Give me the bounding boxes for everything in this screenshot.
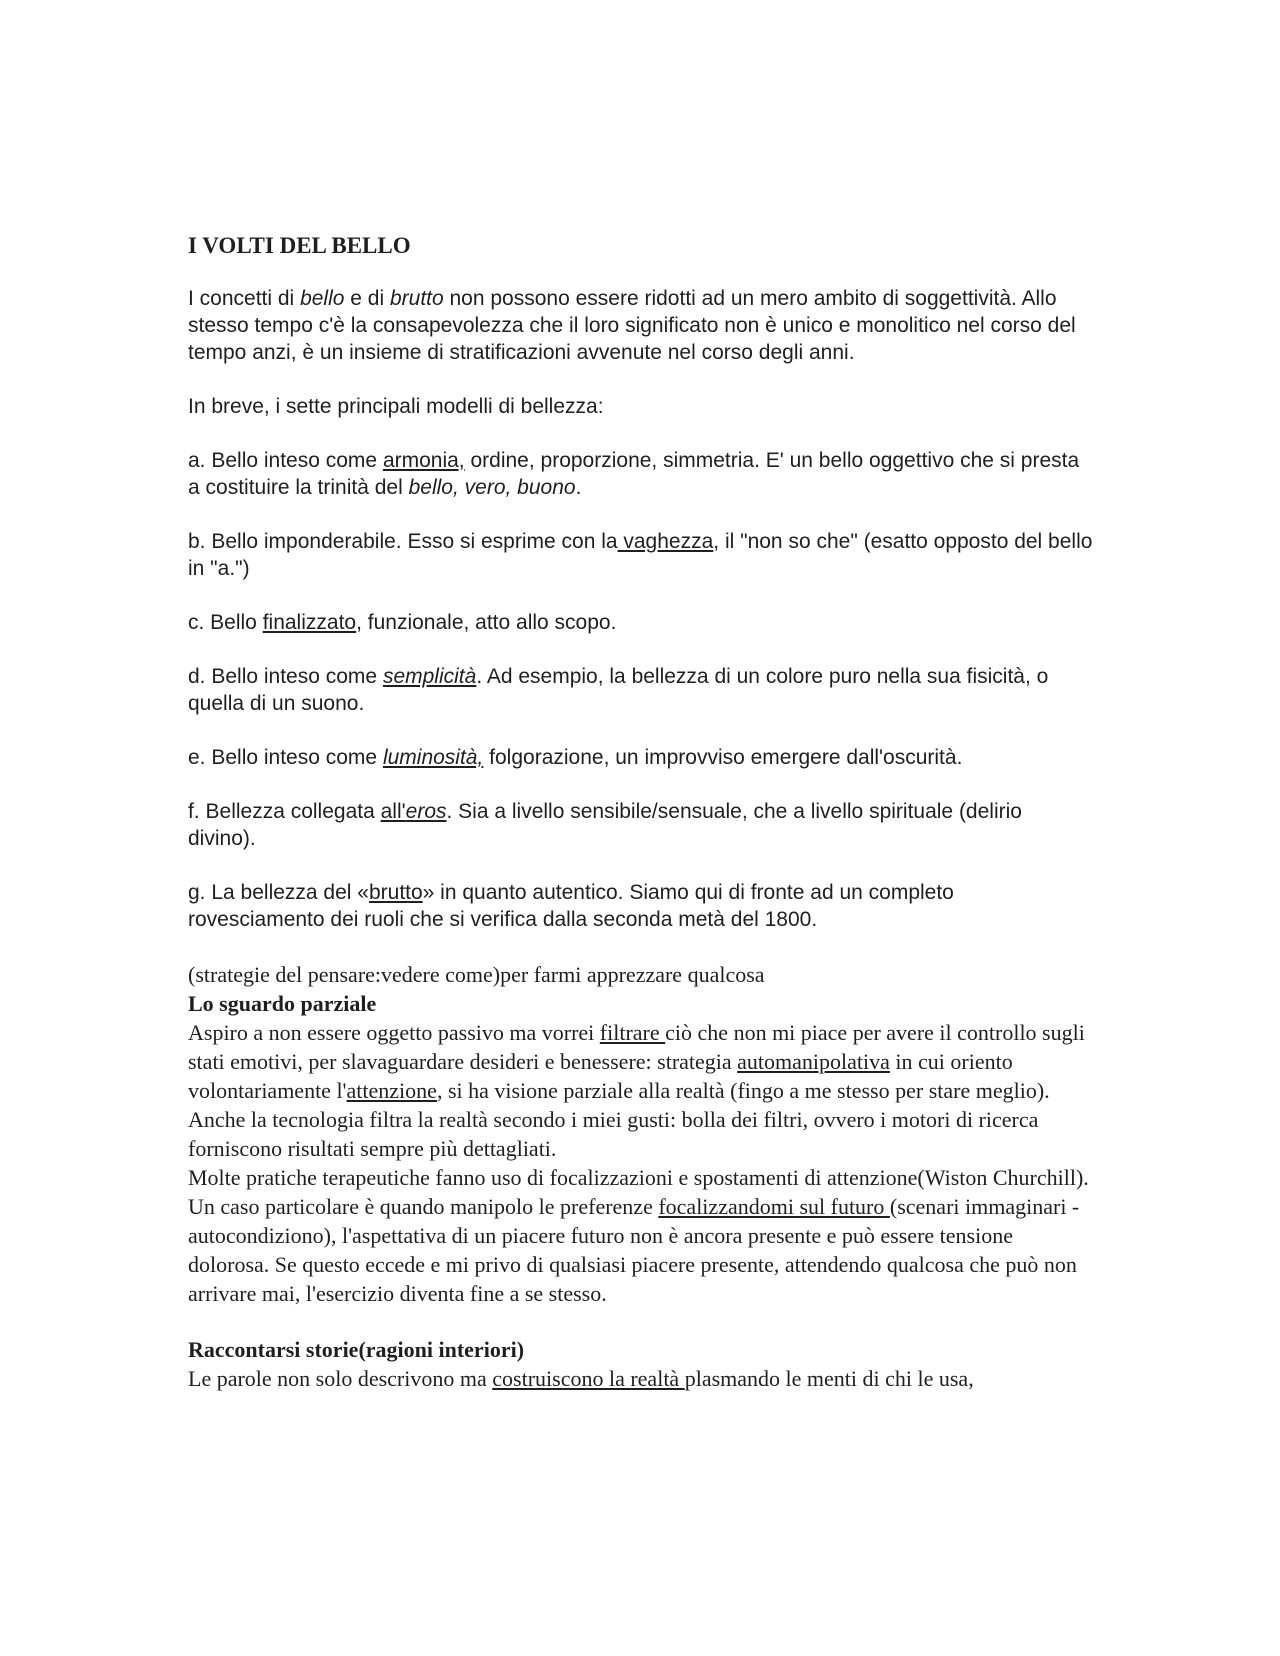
intro-paragraph: I concetti di bello e di brutto non possono essere ridotti ad un mero ambito di soggettività. Allo stesso tempo c'è la consapevolezza che il loro significato non è unico e monolitico nel corso del tempo anzi, è un insieme di stratificazioni avvenute nel corso degli anni. [188,287,1076,364]
document-title: I VOLTI DEL BELLO [188,233,411,258]
brutto-term: brutto [389,287,444,310]
bello-term: bello [300,287,345,310]
sguardo-paragraph-1: Aspiro a non essere oggetto passivo ma vorrei filtrare ciò che non mi piace per avere il controllo sugli stati emotivi, per slavaguardare desideri e benessere: strategia automanipolativa in cui oriento volontariamente l'attenzione, si ha visione parziale alla realtà (fingo a me stesso per stare meglio). Anche la tecnologia filtra la realtà secondo i miei gusti: bolla dei filtri, ovvero i motori di ricerca forniscono risultati sempre più dettagliati. [188,1020,1085,1161]
section-heading-storie: Raccontarsi storie(ragioni interiori) [188,1337,525,1362]
model-b: b. Bello imponderabile. Esso si esprime con la vaghezza, il "non so che" (esatto opposto del bello in "a.") [188,530,1093,580]
model-a: a. Bello inteso come armonia, ordine, proporzione, simmetria. E' un bello oggettivo che si presta a costituire la trinità del bello, vero, buono. [188,449,1080,499]
sguardo-paragraph-2: Molte pratiche terapeutiche fanno uso di focalizzazioni e spostamenti di attenzione(Wiston Churchill). Un caso particolare è quando manipolo le preferenze focalizzandomi sul futuro (scenari immaginari - autocondiziono), l'aspettativa di un piacere futuro non è ancora presente e può essere tensione dolorosa. Se questo eccede e mi privo di qualsiasi piacere presente, attendendo qualcosa che può non arrivare mai, l'esercizio diventa fine a se stesso. [188,1165,1089,1306]
model-g: g. La bellezza del «brutto» in quanto autentico. Siamo qui di fronte ad un completo rovesciamento dei ruoli che si verifica dalla seconda metà del 1800. [188,881,954,931]
strategie-line: (strategie del pensare:vedere come)per farmi apprezzare qualcosa [188,962,765,987]
model-e: e. Bello inteso come luminosità, folgorazione, un improvviso emergere dall'oscurità. [188,746,963,769]
model-f: f. Bellezza collegata all'eros. Sia a livello sensibile/sensuale, che a livello spirituale (delirio divino). [188,800,1022,850]
document-page [188,232,1093,1393]
model-d: d. Bello inteso come semplicità. Ad esempio, la bellezza di un colore puro nella sua fisicità, o quella di un suono. [188,665,1049,715]
model-c: c. Bello finalizzato, funzionale, atto allo scopo. [188,611,617,634]
summary-line: In breve, i sette principali modelli di bellezza: [188,395,604,418]
storie-paragraph: Le parole non solo descrivono ma costruiscono la realtà plasmando le menti di chi le usa, [188,1366,974,1391]
section-heading-sguardo: Lo sguardo parziale [188,991,377,1016]
